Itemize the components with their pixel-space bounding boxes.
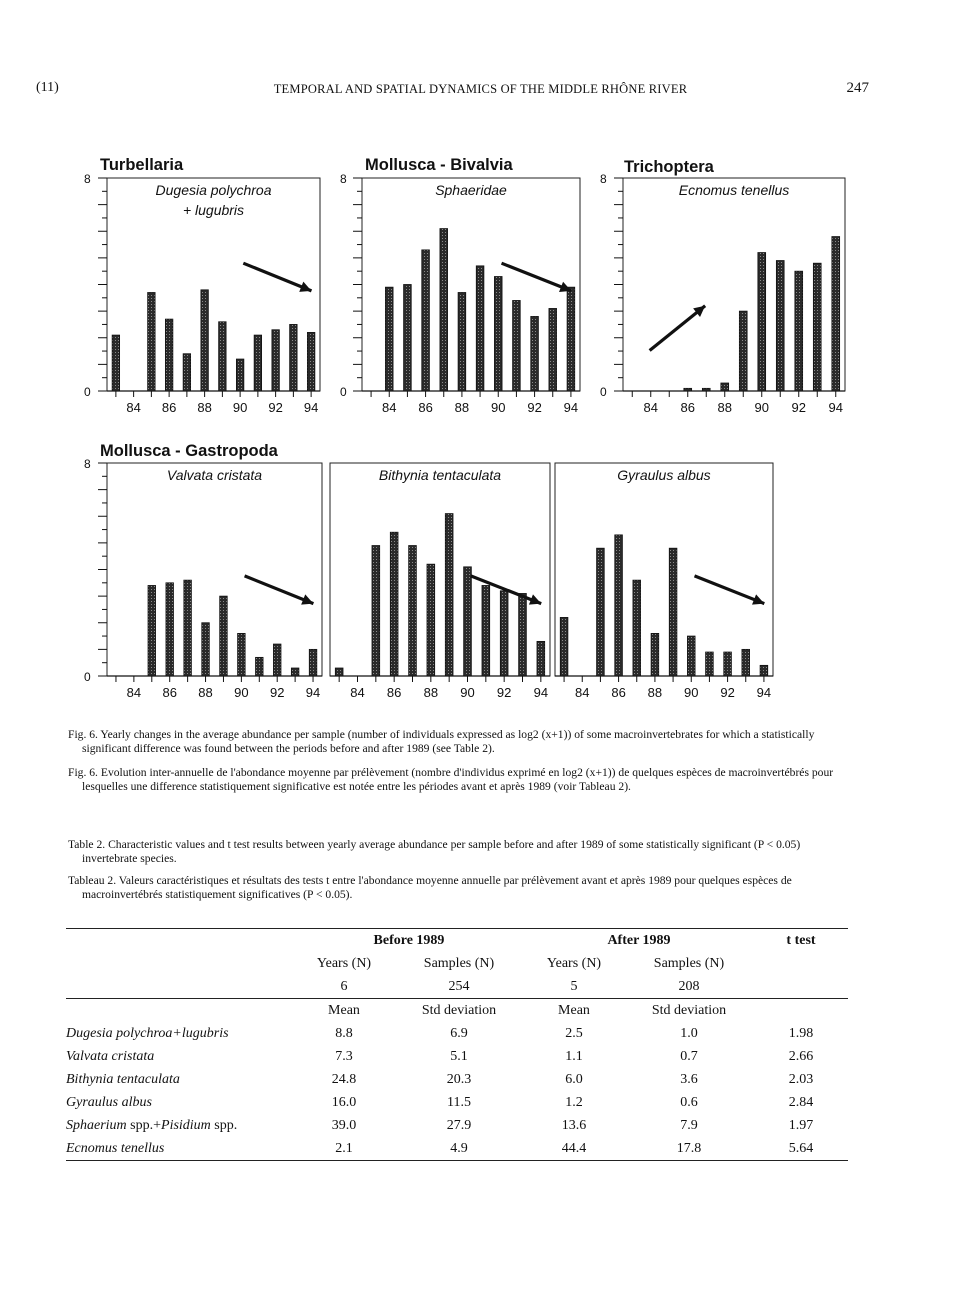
x-tick-label: 86 <box>161 400 177 415</box>
mean-before-cell: 39.0 <box>331 1117 357 1133</box>
table-row <box>66 1068 848 1091</box>
bar <box>309 649 317 676</box>
panel-frame <box>107 463 322 676</box>
x-tick-label: 94 <box>828 400 843 415</box>
bar <box>669 548 677 676</box>
panel-species-title: Ecnomus tenellus <box>678 182 790 198</box>
table-row <box>66 1137 848 1161</box>
x-tick-label: 88 <box>717 400 732 415</box>
x-tick-label: 92 <box>720 685 735 700</box>
table-caption-fr: Tableau 2. Valeurs caractéristiques et résultats des tests t entre l'abondance moyenne annuelle par prélèvement avant et après 1989 pour quelques espèces de macroinvertébrés statistiquement significatives (P < 0.05). <box>68 874 792 901</box>
t-value-cell: 5.64 <box>754 1137 848 1161</box>
y-tick-label-top: 8 <box>84 172 91 186</box>
x-tick-label: 90 <box>460 685 475 700</box>
table-stat-label-row <box>66 999 848 1023</box>
bar <box>724 652 732 676</box>
mean-after-cell: 1.2 <box>565 1094 583 1110</box>
figure-caption-en: Fig. 6. Yearly changes in the average abundance per sample (number of individuals expressed as log2 (x+1)) of some macroinvertebrates for which a statistically significant difference was found between the periods before and after 1989 (see Table 2). <box>68 728 815 755</box>
bar <box>291 668 299 676</box>
x-tick-label: 94 <box>305 685 321 700</box>
t-value-cell: 2.84 <box>788 1094 814 1110</box>
panel-frame <box>623 178 845 391</box>
sd-after-cell: 0.6 <box>680 1094 698 1110</box>
x-tick-label: 84 <box>350 685 365 700</box>
bar <box>236 359 243 391</box>
bar <box>202 623 210 676</box>
after-1989-header: After 1989 <box>524 929 754 953</box>
before-years-value: 6 <box>340 978 348 994</box>
bar <box>409 546 417 676</box>
bar <box>758 253 766 391</box>
x-tick-label: 88 <box>423 685 439 700</box>
x-tick-label: 86 <box>162 685 177 700</box>
species-name-cell <box>66 1022 294 1045</box>
panel-species-title: Bithynia tentaculata <box>378 467 502 483</box>
panel-group-title: Mollusca - Gastropoda <box>100 442 278 460</box>
species-name: Pisidium <box>161 1117 211 1133</box>
table-row <box>66 1091 848 1114</box>
trend-arrow-shaft <box>245 576 314 604</box>
y-tick-label-zero: 0 <box>84 385 91 399</box>
t-test-header: t test <box>754 929 848 953</box>
species-name-cell <box>66 1114 294 1137</box>
after-sd-label: Std deviation <box>624 999 754 1023</box>
panel-group-title: Trichoptera <box>624 158 714 176</box>
panel-species-subtitle: + lugubris <box>182 202 245 218</box>
bar <box>422 250 430 391</box>
species-name: Bithynia tentaculata <box>66 1071 180 1087</box>
x-tick-label: 86 <box>680 400 695 415</box>
x-tick-label: 94 <box>533 685 549 700</box>
bar <box>445 514 453 676</box>
bar <box>148 585 156 676</box>
bar <box>165 319 172 391</box>
running-head-title: TEMPORAL AND SPATIAL DYNAMICS OF THE MIDDLE RHÔNE RIVER <box>273 82 688 96</box>
species-suffix: spp. <box>210 1117 238 1133</box>
species-name: Gyraulus albus <box>66 1094 152 1110</box>
x-tick-label: 84 <box>575 685 590 700</box>
bar <box>476 266 484 391</box>
species-name-cell <box>66 1137 294 1161</box>
t-value-cell: 1.98 <box>788 1025 814 1041</box>
x-tick-label: 84 <box>382 400 397 415</box>
x-tick-label: 90 <box>232 400 248 415</box>
bar <box>795 271 803 391</box>
species-name-cell <box>66 1091 294 1114</box>
before-1989-header: Before 1989 <box>294 929 524 953</box>
sd-after-cell: 17.8 <box>624 1137 754 1161</box>
sd-after-cell: 0.7 <box>680 1048 698 1064</box>
mean-before-cell: 24.8 <box>331 1071 357 1087</box>
panel-frame <box>362 178 580 391</box>
before-mean-label: Mean <box>294 999 394 1023</box>
sd-before-cell: 6.9 <box>450 1025 468 1041</box>
sd-before-cell: 27.9 <box>446 1117 472 1133</box>
bar <box>112 335 119 391</box>
after-samples-label: Samples (N) <box>653 955 725 971</box>
bar <box>760 665 768 676</box>
bar <box>256 657 264 676</box>
x-tick-label: 88 <box>647 685 663 700</box>
x-tick-label: 88 <box>198 685 213 700</box>
panel-group-title: Mollusca - Bivalvia <box>365 156 513 174</box>
x-tick-label: 92 <box>496 685 512 700</box>
bar <box>739 311 747 391</box>
bar <box>390 532 398 676</box>
mean-after-cell: 2.5 <box>565 1025 583 1041</box>
bar <box>427 564 435 676</box>
x-tick-label: 84 <box>126 400 141 415</box>
panel-species-title: Gyraulus albus <box>617 467 711 483</box>
bar <box>721 383 729 391</box>
panel-group-title: Turbellaria <box>100 156 184 174</box>
bar <box>500 591 508 676</box>
bar <box>254 335 261 391</box>
x-tick-label: 92 <box>791 400 806 415</box>
sd-before-cell: 4.9 <box>394 1137 524 1161</box>
mean-after-cell: 1.1 <box>565 1048 583 1064</box>
x-tick-label: 88 <box>197 400 212 415</box>
sd-after-cell: 7.9 <box>680 1117 698 1133</box>
bar <box>832 237 840 391</box>
table-group-header-row <box>66 929 848 953</box>
mean-after-cell: 44.4 <box>524 1137 624 1161</box>
table-caption-en: Table 2. Characteristic values and t test results between yearly average abundance per sample before and after 1989 of some statistically significant (P < 0.05) invertebrate species. <box>68 838 801 865</box>
bar <box>148 292 155 391</box>
table-2 <box>66 928 848 1161</box>
bar <box>615 535 623 676</box>
t-value-cell: 2.03 <box>788 1071 814 1087</box>
table-row <box>66 1022 848 1045</box>
y-tick-label-zero: 0 <box>340 385 347 399</box>
sd-before-cell: 20.3 <box>446 1071 472 1087</box>
bar <box>183 354 190 391</box>
panel-frame <box>330 463 550 676</box>
x-tick-label: 92 <box>269 685 285 700</box>
x-tick-label: 84 <box>643 400 658 415</box>
species-name-cell <box>66 1068 294 1091</box>
x-tick-label: 92 <box>268 400 283 415</box>
species-name: Sphaerium <box>66 1117 127 1133</box>
x-tick-label: 86 <box>611 685 626 700</box>
mean-before-cell: 8.8 <box>335 1025 353 1041</box>
sd-before-cell: 5.1 <box>450 1048 468 1064</box>
bar <box>307 332 314 391</box>
bar <box>290 324 297 391</box>
x-tick-label: 94 <box>563 400 579 415</box>
species-name-cell <box>66 1045 294 1068</box>
bar <box>776 261 784 391</box>
table-row <box>66 1114 848 1137</box>
bar <box>440 229 448 391</box>
figure-caption-fr: Fig. 6. Evolution inter-annuelle de l'abondance moyenne par prélèvement (nombre d'individus exprimé en log2 (x+1)) de quelques espèces de macroinvertébrés pour lesquelles une difference statistiquement significative est notée entre les périodes avant et après 1989 (voir Tableau 2). <box>68 766 834 793</box>
mean-before-cell: 7.3 <box>335 1048 353 1064</box>
trend-arrow-shaft <box>502 263 572 291</box>
mean-after-cell: 13.6 <box>561 1117 587 1133</box>
bar <box>184 580 192 676</box>
bar <box>813 263 821 391</box>
mean-before-cell: 2.1 <box>294 1137 394 1161</box>
running-head-number: (11) <box>36 80 59 95</box>
y-tick-label-zero: 0 <box>84 670 91 684</box>
panel-species-title: Valvata cristata <box>166 467 263 483</box>
trend-arrow-shaft <box>243 263 311 291</box>
bar <box>519 593 527 676</box>
panel-frame <box>555 463 773 676</box>
mean-after-cell: 6.0 <box>565 1071 583 1087</box>
x-tick-label: 90 <box>234 685 249 700</box>
before-sd-label: Std deviation <box>394 999 524 1023</box>
t-value-cell: 1.97 <box>788 1117 814 1133</box>
bar <box>567 287 575 391</box>
bar <box>464 567 472 676</box>
bar <box>482 585 490 676</box>
table-row <box>66 1045 848 1068</box>
species-name: Ecnomus tenellus <box>66 1140 165 1156</box>
x-tick-label: 94 <box>303 400 319 415</box>
after-mean-label: Mean <box>524 999 624 1023</box>
bar <box>272 330 279 391</box>
x-tick-label: 84 <box>126 685 142 700</box>
before-samples-label: Samples (N) <box>423 955 495 971</box>
bar <box>458 292 466 391</box>
bar <box>531 316 539 391</box>
table-n-value-row <box>66 975 848 999</box>
species-name: Valvata cristata <box>66 1048 155 1064</box>
bar <box>513 300 521 391</box>
x-tick-label: 94 <box>756 685 772 700</box>
bar <box>549 308 557 391</box>
bar <box>560 617 568 676</box>
bar <box>651 633 659 676</box>
species-suffix: spp.+ <box>126 1117 162 1133</box>
bar <box>273 644 281 676</box>
table-n-label-row <box>66 952 848 975</box>
after-years-value: 5 <box>570 978 578 994</box>
bar <box>238 633 246 676</box>
x-tick-label: 88 <box>454 400 470 415</box>
before-years-label: Years (N) <box>316 955 372 971</box>
bar <box>372 546 380 676</box>
bar <box>597 548 605 676</box>
page-number: 247 <box>846 80 869 96</box>
bar <box>687 636 695 676</box>
x-tick-label: 90 <box>684 685 699 700</box>
sd-before-cell: 11.5 <box>447 1094 471 1110</box>
species-name: Dugesia polychroa+lugubris <box>66 1025 229 1041</box>
x-tick-label: 90 <box>754 400 769 415</box>
bar <box>742 649 750 676</box>
bar <box>166 583 174 676</box>
after-samples-value: 208 <box>678 978 700 994</box>
y-tick-label-top: 8 <box>84 457 91 471</box>
bar <box>335 668 343 676</box>
bar <box>219 322 226 391</box>
bar <box>702 388 710 391</box>
x-tick-label: 90 <box>491 400 506 415</box>
bar <box>201 290 208 391</box>
bar <box>633 580 641 676</box>
table-body <box>66 1022 848 1161</box>
bar <box>537 641 545 676</box>
sd-after-cell: 1.0 <box>680 1025 698 1041</box>
panel-species-title: Sphaeridae <box>435 182 507 198</box>
mean-before-cell: 16.0 <box>331 1094 357 1110</box>
y-tick-label-zero: 0 <box>600 385 607 399</box>
panel-species-title: Dugesia polychroa <box>155 182 272 198</box>
after-years-label: Years (N) <box>546 955 602 971</box>
x-tick-label: 86 <box>418 400 433 415</box>
bar <box>706 652 714 676</box>
bar <box>404 285 412 392</box>
sd-after-cell: 3.6 <box>680 1071 698 1087</box>
bar <box>684 388 692 391</box>
trend-arrow-shaft <box>695 576 765 604</box>
y-tick-label-top: 8 <box>600 172 607 186</box>
before-samples-value: 254 <box>448 978 470 994</box>
y-tick-label-top: 8 <box>340 172 347 186</box>
t-value-cell: 2.66 <box>788 1048 814 1064</box>
x-tick-label: 86 <box>386 685 402 700</box>
x-tick-label: 92 <box>527 400 542 415</box>
bar <box>220 596 228 676</box>
bar <box>494 277 502 391</box>
bar <box>385 287 393 391</box>
